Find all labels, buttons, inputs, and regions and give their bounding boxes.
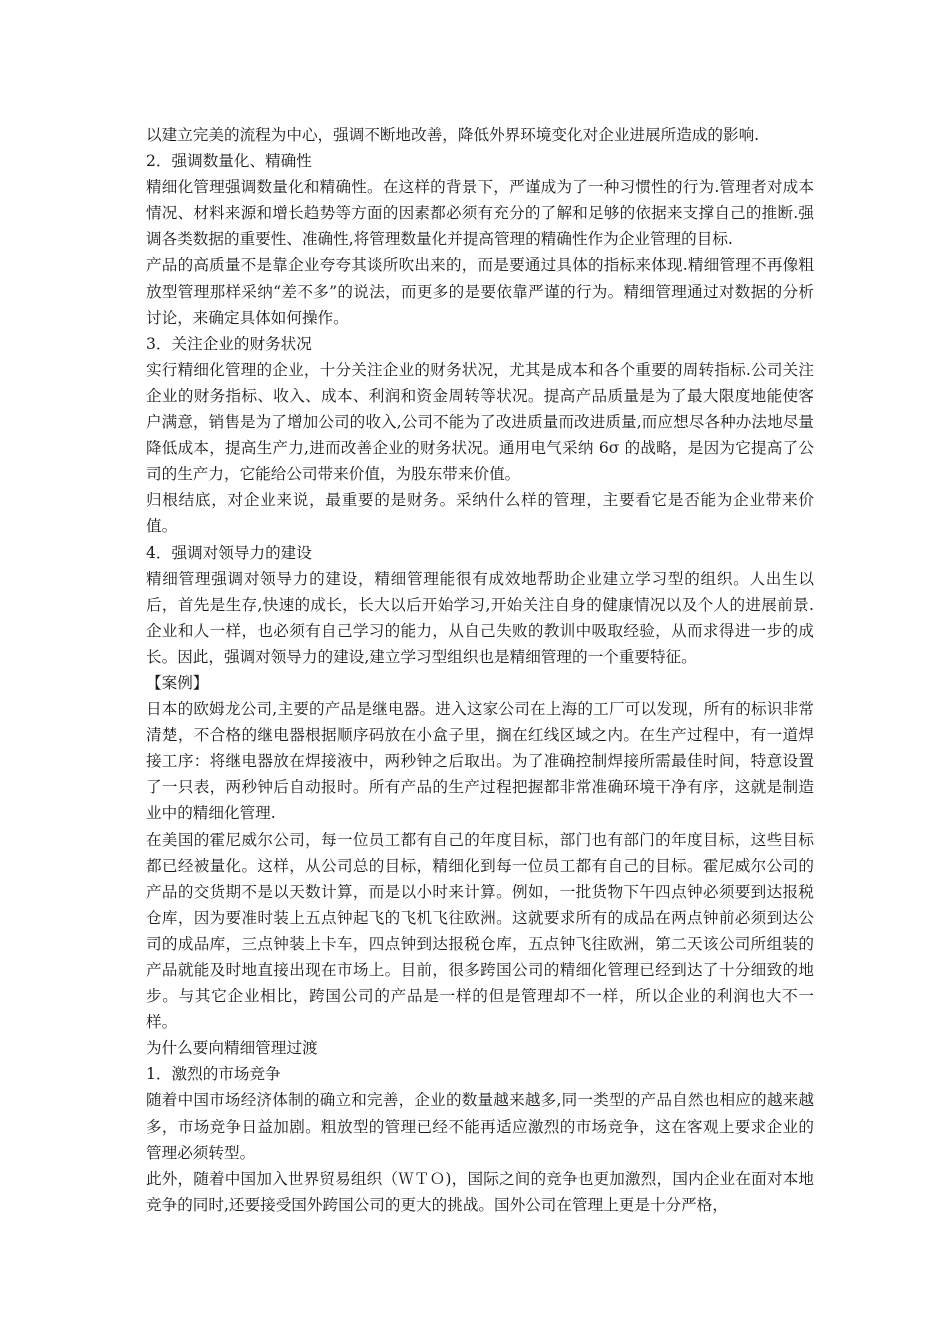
document-paragraph: 此外，随着中国加入世界贸易组织（ＷＴＯ)，国际之间的竞争也更加激烈，国内企业在面对本地竞争的同时,还要接受国外跨国公司的更大的挑战。国外公司在管理上更是十分严格， xyxy=(146,1169,814,1214)
document-paragraph: 产品的高质量不是靠企业夸夸其谈所吹出来的，而是要通过具体的指标来体现.精细管理不再像粗放型管理那样采纳“差不多”的说法，而更多的是要依靠严谨的行为。精细管理通过对数据的分析讨论，来确定具体如何操作。 xyxy=(146,256,814,327)
document-paragraph: 日本的欧姆龙公司,主要的产品是继电器。进入这家公司在上海的工厂可以发现，所有的标识非常清楚，不合格的继电器根据顺序码放在小盒子里，搁在红线区域之内。在生产过程中，有一道焊接工序：将继电器放在焊接液中，两秒钟之后取出。为了准确控制焊接所需最佳时间，特意设置了一只表，两秒钟后自动报时。所有产品的生产过程把握都非常准确环境干净有序，这就是制造业中的精细化管理. xyxy=(146,700,814,823)
section-heading: 4．强调对领导力的建设 xyxy=(146,543,312,562)
section-heading: 2．强调数量化、精确性 xyxy=(146,152,312,171)
case-heading: 【案例】 xyxy=(146,673,209,692)
document-paragraph: 以建立完美的流程为中心，强调不断地改善，降低外界环境变化对企业进展所造成的影响. xyxy=(146,126,760,144)
document-paragraph: 精细化管理强调数量化和精确性。在这样的背景下，严谨成为了一种习惯性的行为.管理者对成本情况、材料来源和增长趋势等方面的因素都必须有充分的了解和足够的依据来支撑自己的推断.强调各类数据的重要性、准确性,将管理数量化并提高管理的精确性作为企业管理的目标. xyxy=(146,178,814,249)
section-heading: 1．激烈的市场竞争 xyxy=(146,1065,281,1084)
section-heading: 为什么要向精细管理过渡 xyxy=(146,1039,318,1058)
document-paragraph: 精细管理强调对领导力的建设，精细管理能很有成效地帮助企业建立学习型的组织。人出生以后，首先是生存,快速的成长，长大以后开始学习,开始关注自身的健康情况以及个人的进展前景.企业和人一样，也必须有自己学习的能力，从自己失败的教训中吸取经验，从而求得进一步的成长。因此，强调对领导力的建设,建立学习型组织也是精细管理的一个重要特征。 xyxy=(146,569,814,666)
section-heading: 3．关注企业的财务状况 xyxy=(146,334,312,353)
document-paragraph: 随着中国市场经济体制的确立和完善，企业的数量越来越多,同一类型的产品自然也相应的越来越多，市场竞争日益加剧。粗放型的管理已经不能再适应激烈的市场竞争，这在客观上要求企业的管理必须转型。 xyxy=(146,1091,814,1162)
document-paragraph: 实行精细化管理的企业，十分关注企业的财务状况，尤其是成本和各个重要的周转指标.公司关注企业的财务指标、收入、成本、利润和资金周转等状况。提高产品质量是为了最大限度地能使客户满意，销售是为了增加公司的收入,公司不能为了改进质量而改进质量,而应想尽各种办法地尽量降低成本，提高生产力,进而改善企业的财务状况。通用电气采纳 6σ 的战略，是因为它提高了公司的生产力，它能给公司带来价值，为股东带来价值。 xyxy=(146,360,814,484)
document-paragraph: 在美国的霍尼威尔公司，每一位员工都有自己的年度目标，部门也有部门的年度目标，这些目标都已经被量化。这样，从公司总的目标，精细化到每一位员工都有自己的目标。霍尼威尔公司的产品的交货期不是以天数计算，而是以小时来计算。例如，一批货物下午四点钟必须要到达报税仓库，因为要准时装上五点钟起飞的飞机飞往欧洲。这就要求所有的成品在两点钟前必须到达公司的成品库，三点钟装上卡车，四点钟到达报税仓库，五点钟飞往欧洲，第二天该公司所组装的产品就能及时地直接出现在市场上。目前，很多跨国公司的精细化管理已经到达了十分细致的地步。与其它企业相比，跨国公司的产品是一样的但是管理却不一样，所以企业的利润也大不一样。 xyxy=(146,830,814,1032)
document-paragraph: 归根结底，对企业来说，最重要的是财务。采纳什么样的管理，主要看它是否能为企业带来价值。 xyxy=(146,491,814,536)
document-page xyxy=(146,122,814,1218)
